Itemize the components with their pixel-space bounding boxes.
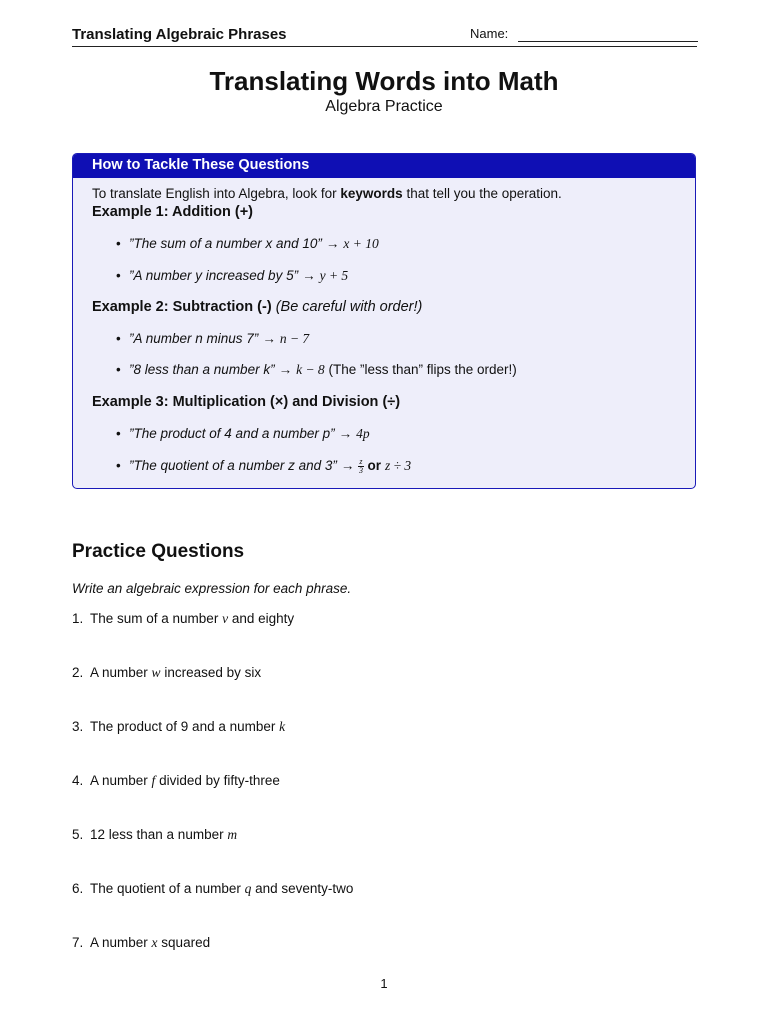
question-6 bbox=[72, 881, 353, 897]
intro-keyword: keywords bbox=[340, 186, 403, 201]
arrow-icon: → bbox=[302, 268, 316, 283]
question-number: 1. bbox=[72, 611, 84, 626]
phrase: ”A number y increased by 5” bbox=[129, 268, 299, 283]
bullet-dot: • bbox=[116, 236, 121, 251]
question-7 bbox=[72, 935, 210, 951]
question-variable: q bbox=[244, 881, 252, 896]
intro-after: that tell you the operation. bbox=[402, 186, 562, 201]
example-2-item-2 bbox=[116, 362, 517, 378]
header-title: Translating Algebraic Phrases bbox=[72, 26, 287, 43]
question-variable: k bbox=[279, 719, 286, 734]
bullet-dot: • bbox=[116, 331, 121, 346]
question-text: 12 less than a number bbox=[90, 827, 228, 842]
question-number: 6. bbox=[72, 881, 84, 896]
arrow-icon: → bbox=[278, 362, 293, 377]
example-3-item-2 bbox=[116, 458, 411, 475]
running-header bbox=[72, 24, 697, 47]
arrow-icon: → bbox=[340, 458, 355, 474]
arrow-icon: → bbox=[338, 426, 353, 441]
question-text: A number bbox=[90, 773, 152, 788]
question-text: A number bbox=[90, 665, 152, 680]
question-1 bbox=[72, 611, 294, 627]
example-1-item-1 bbox=[116, 236, 379, 252]
expression: 4p bbox=[356, 426, 370, 441]
page-title: Translating Words into Math bbox=[209, 66, 559, 96]
question-text-end: and seventy-two bbox=[251, 881, 354, 896]
phrase: ”8 less than a number k” bbox=[129, 362, 275, 377]
question-variable: f bbox=[151, 773, 156, 788]
arrow-icon: → bbox=[262, 331, 276, 346]
fraction-denominator: 3 bbox=[358, 466, 363, 475]
expression: y + 5 bbox=[319, 268, 349, 283]
bullet-dot: • bbox=[116, 458, 121, 474]
question-number: 4. bbox=[72, 773, 84, 788]
question-number: 3. bbox=[72, 719, 84, 734]
question-3 bbox=[72, 719, 285, 735]
question-text: The product of 9 and a number bbox=[90, 719, 280, 734]
question-variable: x bbox=[151, 935, 158, 950]
expression: x + 10 bbox=[343, 236, 379, 251]
question-text-end: increased by six bbox=[160, 665, 262, 680]
fraction bbox=[358, 458, 363, 475]
phrase: ”A number n minus 7” bbox=[129, 331, 259, 346]
fraction-numerator: z bbox=[359, 457, 363, 466]
example-2-item-1 bbox=[116, 331, 309, 347]
question-5 bbox=[72, 827, 237, 843]
example-2-title-text: Example 2: Subtraction (-) bbox=[92, 299, 272, 315]
expression: n − 7 bbox=[279, 331, 310, 346]
tips-box bbox=[72, 153, 696, 489]
name-blank-line bbox=[518, 41, 698, 42]
tips-box-heading: How to Tackle These Questions bbox=[73, 154, 695, 178]
practice-heading: Practice Questions bbox=[72, 541, 245, 562]
question-number: 5. bbox=[72, 827, 84, 842]
order-note: (The ”less than” flips the order!) bbox=[328, 362, 517, 377]
question-number: 2. bbox=[72, 665, 84, 680]
phrase: ”The quotient of a number z and 3” bbox=[129, 458, 337, 474]
name-label: Name: bbox=[470, 26, 509, 41]
expression: z ÷ 3 bbox=[385, 458, 412, 474]
question-text: A number bbox=[90, 935, 152, 950]
question-text: The quotient of a number bbox=[90, 881, 245, 896]
expression: k − 8 bbox=[296, 362, 325, 377]
example-1-title-text: Example 1: Addition (+) bbox=[92, 204, 253, 220]
page-subtitle: Algebra Practice bbox=[325, 98, 443, 115]
question-variable: w bbox=[151, 665, 161, 680]
phrase: ”The sum of a number x and 10” bbox=[129, 236, 322, 251]
question-text-end: and eighty bbox=[228, 611, 295, 626]
example-3-title bbox=[92, 394, 400, 410]
question-2 bbox=[72, 665, 261, 681]
example-3-item-1 bbox=[116, 426, 370, 442]
intro-before: To translate English into Algebra, look for bbox=[92, 186, 341, 201]
question-text: The sum of a number bbox=[90, 611, 223, 626]
question-number: 7. bbox=[72, 935, 84, 950]
question-text-end: squared bbox=[157, 935, 211, 950]
question-variable: v bbox=[222, 611, 229, 626]
question-text-end: divided by fifty-three bbox=[155, 773, 280, 788]
intro-text bbox=[92, 186, 562, 201]
question-4 bbox=[72, 773, 280, 789]
question-variable: m bbox=[227, 827, 238, 842]
or-word: or bbox=[367, 458, 381, 474]
page-number: 1 bbox=[380, 976, 388, 991]
phrase: ”The product of 4 and a number p” bbox=[129, 426, 335, 441]
example-2-title bbox=[92, 299, 422, 315]
example-1-item-2 bbox=[116, 268, 348, 284]
bullet-dot: • bbox=[116, 362, 121, 377]
bullet-dot: • bbox=[116, 426, 121, 441]
example-2-note: (Be careful with order!) bbox=[275, 299, 423, 315]
arrow-icon: → bbox=[325, 236, 340, 251]
practice-instruction: Write an algebraic expression for each phrase. bbox=[72, 581, 352, 596]
bullet-dot: • bbox=[116, 268, 121, 283]
example-1-title bbox=[92, 204, 253, 220]
example-3-title-text: Example 3: Multiplication (×) and Division (÷) bbox=[92, 394, 401, 410]
